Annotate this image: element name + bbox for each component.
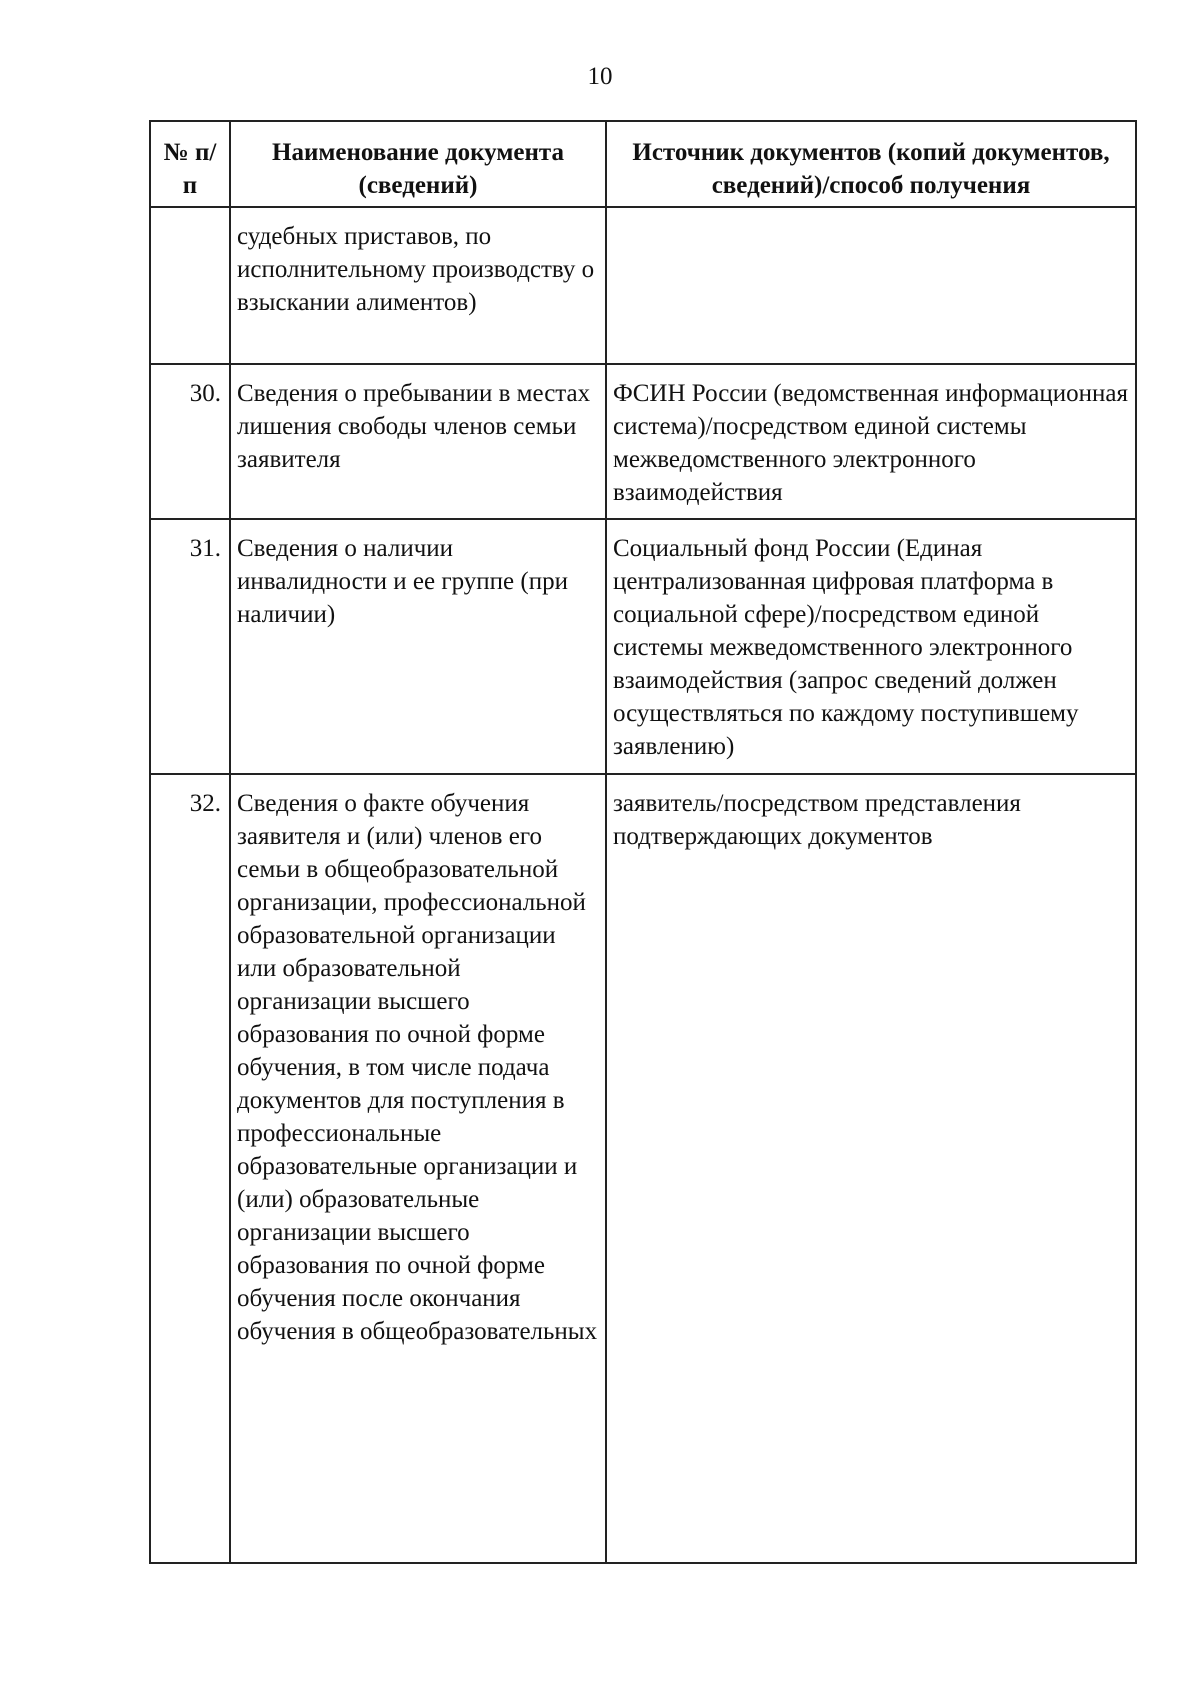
table-header-row bbox=[150, 121, 1136, 207]
row-document-source: Социальный фонд России (Единая централизованная цифровая платформа в социальной сфере)/посредством единой системы межведомственного электронного взаимодействия (запрос сведений должен осуществляться по каждому поступившему заявлению) bbox=[606, 519, 1136, 774]
table-row bbox=[150, 774, 1136, 1563]
table-row bbox=[150, 207, 1136, 364]
row-document-source bbox=[606, 207, 1136, 364]
table-row bbox=[150, 364, 1136, 519]
row-document-name: Сведения о наличии инвалидности и ее группе (при наличии) bbox=[230, 519, 606, 774]
documents-table bbox=[149, 120, 1137, 1564]
table-row bbox=[150, 519, 1136, 774]
header-number: № п/п bbox=[150, 121, 230, 207]
row-number: 32. bbox=[150, 774, 230, 1563]
row-number: 31. bbox=[150, 519, 230, 774]
row-number bbox=[150, 207, 230, 364]
row-number: 30. bbox=[150, 364, 230, 519]
page-number: 10 bbox=[587, 63, 613, 90]
header-document-source: Источник документов (копий документов, сведений)/способ получения bbox=[606, 121, 1136, 207]
row-document-name: судебных приставов, по исполнительному производству о взыскании алиментов) bbox=[230, 207, 606, 364]
row-document-name: Сведения о пребывании в местах лишения свободы членов семьи заявителя bbox=[230, 364, 606, 519]
row-document-source: заявитель/посредством представления подтверждающих документов bbox=[606, 774, 1136, 1563]
row-document-name: Сведения о факте обучения заявителя и (или) членов его семьи в общеобразовательной организации, профессиональной образовательной организации или образовательной организации высшего образования по очной форме обучения, в том числе подача документов для поступления в профессиональные образовательные организации и (или) образовательные организации высшего образования по очной форме обучения после окончания обучения в общеобразовательных bbox=[230, 774, 606, 1563]
row-document-source: ФСИН России (ведомственная информационная система)/посредством единой системы межведомственного электронного взаимодействия bbox=[606, 364, 1136, 519]
header-document-name: Наименование документа (сведений) bbox=[230, 121, 606, 207]
